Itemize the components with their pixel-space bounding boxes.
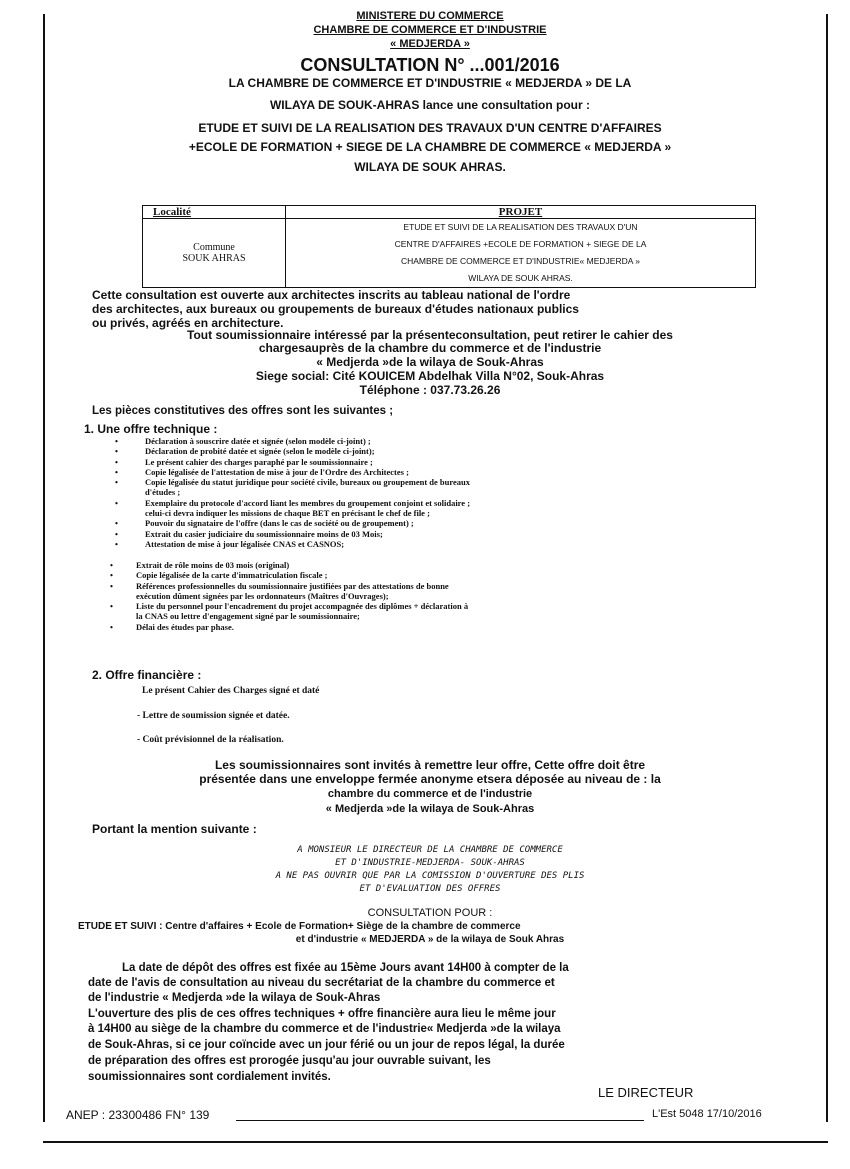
footer-rule bbox=[236, 1120, 644, 1121]
intro-line: WILAYA DE SOUK-AHRAS lance une consultation pour : bbox=[269, 98, 591, 112]
address-line: A MONSIEUR LE DIRECTEUR DE LA CHAMBRE DE COMMERCE bbox=[297, 845, 563, 855]
financial-item: Le présent Cahier des Charges signé et daté bbox=[142, 686, 320, 696]
intro-line: WILAYA DE SOUK AHRAS. bbox=[354, 160, 506, 174]
projet-line: ETUDE ET SUIVI DE LA REALISATION DES TRAVAUX D'UN bbox=[403, 222, 638, 232]
list-item: • Exemplaire du protocole d'accord liant les membres du groupement conjoint et solidaire ; bbox=[115, 497, 471, 508]
bullet-icon: • bbox=[115, 497, 118, 508]
list-item: • Références professionnelles du soumissionnaire justifiées par des attestations de bonne bbox=[110, 580, 449, 591]
chamber-header: CHAMBRE DE COMMERCE ET D'INDUSTRIE bbox=[313, 24, 547, 36]
withdraw-address: Siege social: Cité KOUICEM Abdelhak Villa N°02, Souk-Ahras bbox=[255, 369, 605, 383]
deposit-line: de l'industrie « Medjerda »de la wilaya de Souk-Ahras bbox=[88, 992, 381, 1004]
deposit-line: de Souk-Ahras, si ce jour coïncide avec un jour férié ou un jour de repos légal, la durée bbox=[88, 1039, 565, 1051]
deposit-line: La date de dépôt des offres est fixée au 15ème Jours avant 14H00 à compter de la bbox=[122, 962, 569, 974]
deposit-line: date de l'avis de consultation au niveau du secrétariat de la chambre du commerce et bbox=[88, 977, 555, 989]
withdraw-phone: Téléphone : 037.73.26.26 bbox=[359, 383, 501, 397]
list-item: • Extrait du casier judiciaire du soumissionnaire moins de 03 Mois; bbox=[115, 528, 383, 539]
open-to-line: des architectes, aux bureaux ou groupements de bureaux d'études nationaux publics bbox=[92, 302, 579, 316]
projet-line: WILAYA DE SOUK AHRAS. bbox=[468, 273, 573, 283]
bottom-rule bbox=[43, 1141, 828, 1143]
technical-list-b bbox=[110, 560, 468, 632]
invite-line: Les soumissionnaires sont invités à remettre leur offre, Cette offre doit être bbox=[214, 758, 646, 772]
list-item: • Le présent cahier des charges paraphé par le soumissionnaire ; bbox=[115, 456, 373, 467]
bullet-icon: • bbox=[110, 621, 113, 632]
bullet-icon: • bbox=[115, 518, 118, 529]
localite-cell bbox=[143, 219, 286, 288]
newspaper-source: L'Est 5048 17/10/2016 bbox=[652, 1108, 762, 1120]
consult-line: ETUDE ET SUIVI : Centre d'affaires + Ecole de Formation+ Siège de la chambre de commerce bbox=[78, 921, 521, 932]
medjerda-header: « MEDJERDA » bbox=[390, 38, 470, 50]
projet-line: CENTRE D'AFFAIRES +ECOLE DE FORMATION + SIEGE DE LA bbox=[394, 239, 647, 249]
deposit-line: à 14H00 au siège de la chambre du commerce et de l'industrie« Medjerda »de la wilaya bbox=[88, 1023, 561, 1035]
signature: LE DIRECTEUR bbox=[598, 1085, 694, 1100]
list-item: d'études ; bbox=[145, 487, 181, 498]
list-item: • Attestation de mise à jour légalisée CNAS et CASNOS; bbox=[115, 538, 345, 549]
deposit-line: L'ouverture des plis de ces offres techniques + offre financière aura lieu le même jour bbox=[88, 1008, 556, 1020]
bullet-icon: • bbox=[110, 601, 113, 612]
list-item: la CNAS ou lettre d'engagement signé par le soumissionnaire; bbox=[136, 611, 360, 622]
bullet-icon: • bbox=[110, 570, 113, 581]
bullet-icon: • bbox=[115, 446, 118, 457]
list-item: • Copie légalisée du statut juridique pour société civile, bureaux ou groupement de bureaux bbox=[115, 477, 470, 488]
list-item: celui-ci devra indiquer les missions de chaque BET en précisant le chef de file ; bbox=[145, 508, 430, 519]
consultation-title: CONSULTATION N° ...001/2016 bbox=[300, 55, 560, 75]
consult-line: et d'industrie « MEDJERDA » de la wilaya de Souk Ahras bbox=[295, 934, 565, 945]
list-item: • Extrait de rôle moins de 03 mois (original) bbox=[110, 560, 290, 570]
localite-line: SOUK AHRAS bbox=[182, 253, 246, 264]
bullet-icon: • bbox=[115, 538, 118, 549]
left-border bbox=[43, 14, 45, 1122]
invite-line: « Medjerda »de la wilaya de Souk-Ahras bbox=[325, 803, 535, 815]
bullet-icon: • bbox=[110, 560, 113, 570]
withdraw-line: Tout soumissionnaire intéressé par la présenteconsultation, peut retirer le cahier des bbox=[187, 328, 673, 342]
list-item: • Copie légalisée de l'attestation de mise à jour de l'Ordre des Architectes ; bbox=[115, 466, 409, 477]
list-item: • Copie légalisée de la carte d'immatriculation fiscale ; bbox=[110, 570, 328, 581]
bullet-icon: • bbox=[115, 466, 118, 477]
anep-reference: ANEP : 23300486 FN° 139 bbox=[66, 1108, 210, 1122]
intro-line: ETUDE ET SUIVI DE LA REALISATION DES TRAVAUX D'UN CENTRE D'AFFAIRES bbox=[198, 121, 662, 135]
withdraw-line: chargesauprès de la chambre du commerce et de l'industrie bbox=[258, 341, 602, 355]
projet-header: PROJET bbox=[286, 206, 756, 219]
open-to-line: Cette consultation est ouverte aux architectes inscrits au tableau national de l'ordre bbox=[92, 288, 571, 302]
address-line: A NE PAS OUVRIR QUE PAR LA COMISSION D'OUVERTURE DES PLIS bbox=[275, 871, 585, 881]
bullet-icon: • bbox=[115, 456, 118, 467]
invite-line: chambre du commerce et de l'industrie bbox=[327, 788, 533, 800]
list-item: exécution dûment signées par les ordonnateurs (Maîtres d'Ouvrages); bbox=[136, 590, 389, 601]
projet-cell bbox=[286, 219, 756, 288]
bullet-icon: • bbox=[115, 528, 118, 539]
consultation-pour: CONSULTATION POUR : bbox=[367, 907, 493, 919]
ministry-header: MINISTERE DU COMMERCE bbox=[356, 10, 504, 22]
project-table bbox=[142, 205, 756, 288]
withdraw-line: « Medjerda »de la wilaya de Souk-Ahras bbox=[316, 355, 544, 369]
intro-line: +ECOLE DE FORMATION + SIEGE DE LA CHAMBRE DE COMMERCE « MEDJERDA » bbox=[188, 140, 672, 154]
financial-item: - Lettre de soumission signée et datée. bbox=[137, 711, 290, 721]
address-line: ET D'INDUSTRIE-MEDJERDA- SOUK-AHRAS bbox=[335, 858, 525, 868]
financial-item: - Coût prévisionnel de la réalisation. bbox=[137, 735, 284, 745]
invite-line: présentée dans une enveloppe fermée anonyme etsera déposée au niveau de : la bbox=[199, 772, 661, 786]
list-item: • Déclaration à souscrire datée et signée (selon modèle ci-joint) ; bbox=[115, 436, 371, 446]
technical-heading: 1. Une offre technique : bbox=[84, 422, 218, 436]
mention-label: Portant la mention suivante : bbox=[92, 822, 257, 836]
list-item: • Délai des études par phase. bbox=[110, 621, 234, 632]
right-border bbox=[826, 14, 828, 1122]
deposit-line: soumissionnaires sont cordialement invités. bbox=[88, 1071, 331, 1083]
projet-line: CHAMBRE DE COMMERCE ET D'INDUSTRIE« MEDJERDA » bbox=[400, 256, 641, 266]
list-item: • Déclaration de probité datée et signée (selon le modèle ci-joint); bbox=[115, 446, 375, 457]
pieces-intro: Les pièces constitutives des offres sont les suivantes ; bbox=[92, 405, 394, 417]
open-to-line: ou privés, agréés en architecture. bbox=[92, 316, 284, 330]
localite-header: Localité bbox=[143, 206, 286, 219]
bullet-icon: • bbox=[110, 580, 113, 591]
bullet-icon: • bbox=[115, 436, 118, 446]
list-item: • Pouvoir du signataire de l'offre (dans le cas de société ou de groupement) ; bbox=[115, 518, 414, 529]
localite-line: Commune bbox=[193, 242, 235, 253]
technical-list-a bbox=[115, 436, 470, 549]
financial-heading: 2. Offre financière : bbox=[92, 668, 202, 682]
list-item: • Liste du personnel pour l'encadrement du projet accompagnée des diplômes + déclaration à bbox=[110, 601, 469, 612]
deposit-line: de préparation des offres est prorogée jusqu'au jour ouvrable suivant, les bbox=[88, 1055, 491, 1067]
intro-line: LA CHAMBRE DE COMMERCE ET D'INDUSTRIE « MEDJERDA » DE LA bbox=[228, 76, 632, 90]
address-line: ET D'EVALUATION DES OFFRES bbox=[359, 884, 501, 894]
bullet-icon: • bbox=[115, 477, 118, 488]
